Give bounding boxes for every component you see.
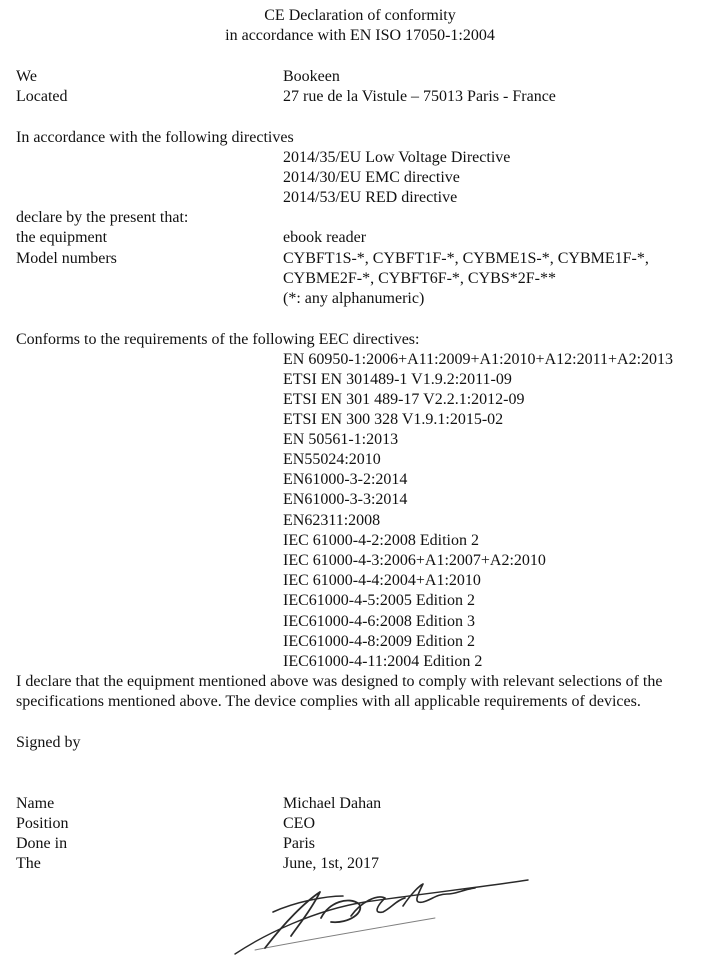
located-label: Located xyxy=(16,88,68,105)
located-value: 27 rue de la Vistule – 75013 Paris - France xyxy=(283,88,556,105)
done-in-label: Done in xyxy=(16,835,68,852)
standard-item: ETSI EN 301489-1 V1.9.2:2011-09 xyxy=(283,371,512,388)
standard-item: ETSI EN 301 489-17 V2.2.1:2012-09 xyxy=(283,391,525,408)
declaration-intro: declare by the present that: xyxy=(16,209,189,226)
directive-item: 2014/30/EU EMC directive xyxy=(283,169,460,186)
document-subtitle: in accordance with EN ISO 17050-1:2004 xyxy=(225,27,495,44)
standard-item: ETSI EN 300 328 V1.9.1:2015-02 xyxy=(283,411,504,428)
we-value: Bookeen xyxy=(283,68,340,85)
standard-item: EN62311:2008 xyxy=(283,512,381,529)
statement-line: I declare that the equipment mentioned above was designed to comply with relevant selections of the xyxy=(16,673,663,690)
standard-item: IEC61000-4-8:2009 Edition 2 xyxy=(283,633,475,650)
name-label: Name xyxy=(16,795,55,812)
model-numbers-label: Model numbers xyxy=(16,250,117,267)
document-title: CE Declaration of conformity xyxy=(264,7,456,24)
directive-item: 2014/53/EU RED directive xyxy=(283,189,458,206)
position-value: CEO xyxy=(283,815,315,832)
standards-intro: Conforms to the requirements of the following EEC directives: xyxy=(16,331,420,348)
standard-item: EN 50561-1:2013 xyxy=(283,431,399,448)
standard-item: IEC61000-4-5:2005 Edition 2 xyxy=(283,592,475,609)
position-label: Position xyxy=(16,815,69,832)
standard-item: IEC 61000-4-2:2008 Edition 2 xyxy=(283,532,479,549)
we-label: We xyxy=(16,68,37,85)
done-in-value: Paris xyxy=(283,835,315,852)
model-numbers-note: (*: any alphanumeric) xyxy=(283,290,425,307)
standard-item: EN61000-3-2:2014 xyxy=(283,471,408,488)
handwritten-signature xyxy=(225,872,535,959)
statement-line: specifications mentioned above. The device complies with all applicable requirements of devices. xyxy=(16,693,641,710)
signed-by-label: Signed by xyxy=(16,734,81,751)
directives-intro: In accordance with the following directives xyxy=(16,129,294,146)
model-numbers-line: CYBFT1S-*, CYBFT1F-*, CYBME1S-*, CYBME1F-*, xyxy=(283,250,649,267)
standard-item: IEC61000-4-11:2004 Edition 2 xyxy=(283,653,483,670)
equipment-label: the equipment xyxy=(16,229,108,246)
standard-item: IEC 61000-4-4:2004+A1:2010 xyxy=(283,572,481,589)
standard-item: EN61000-3-3:2014 xyxy=(283,491,408,508)
name-value: Michael Dahan xyxy=(283,795,382,812)
date-value: June, 1st, 2017 xyxy=(283,855,379,872)
equipment-value: ebook reader xyxy=(283,229,367,246)
standard-item: EN 60950-1:2006+A11:2009+A1:2010+A12:2011+A2:2013 xyxy=(283,351,674,368)
standard-item: EN55024:2010 xyxy=(283,451,381,468)
standard-item: IEC 61000-4-3:2006+A1:2007+A2:2010 xyxy=(283,552,546,569)
standard-item: IEC61000-4-6:2008 Edition 3 xyxy=(283,613,475,630)
directive-item: 2014/35/EU Low Voltage Directive xyxy=(283,149,511,166)
date-label: The xyxy=(16,855,41,872)
model-numbers-line: CYBME2F-*, CYBFT6F-*, CYBS*2F-** xyxy=(283,270,556,287)
